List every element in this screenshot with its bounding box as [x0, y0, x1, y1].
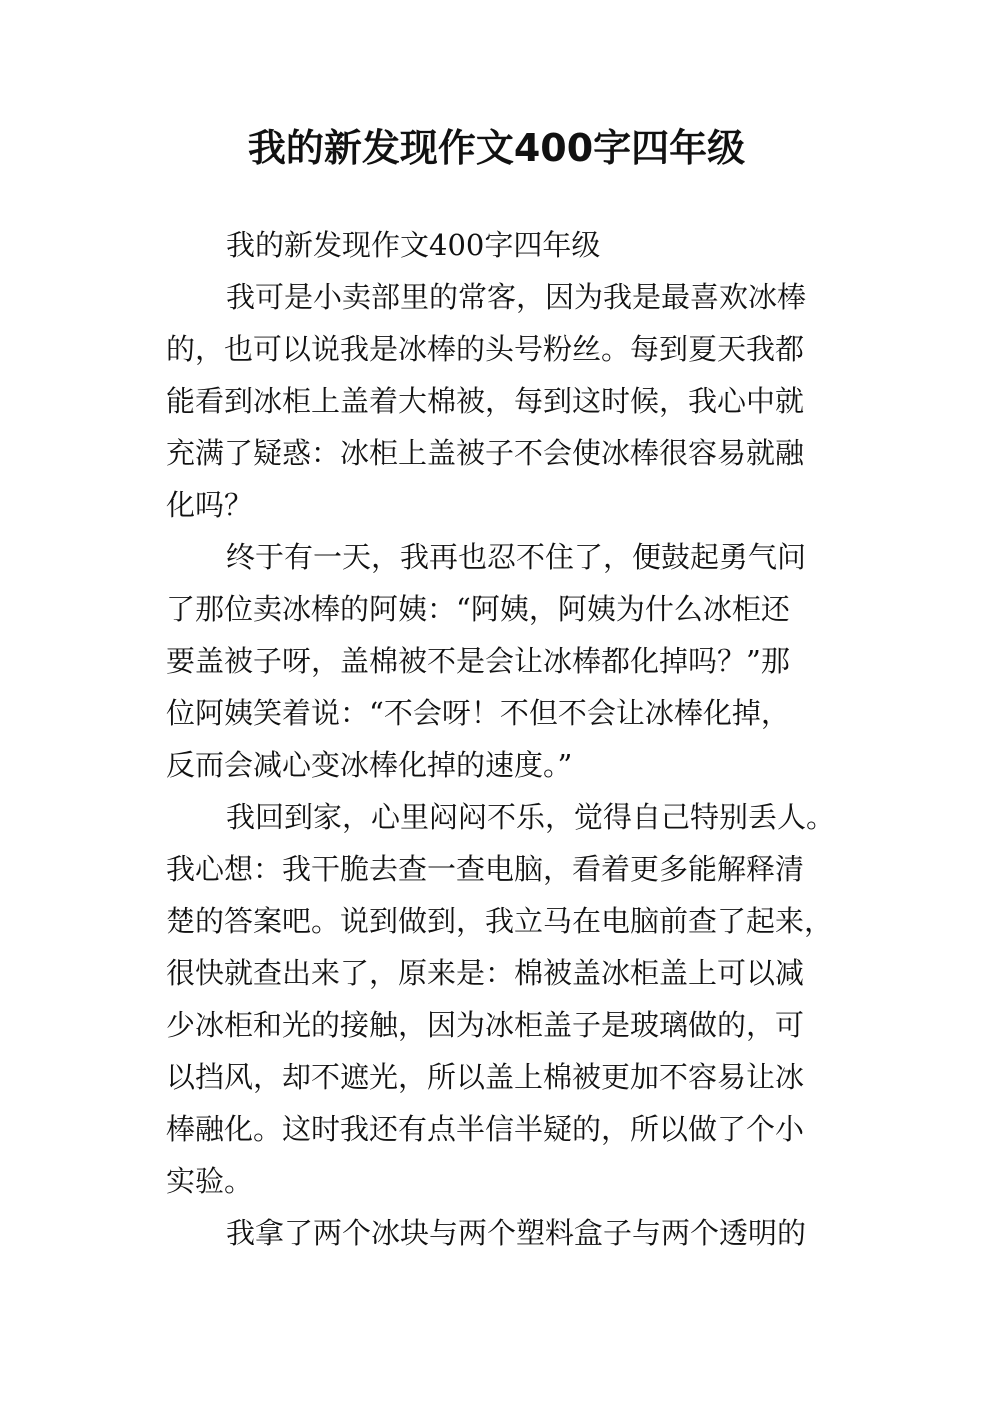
paragraph-line: 我心想：我干脆去查一查电脑，看着更多能解释清 — [166, 852, 805, 886]
paragraph-line: 很快就查出来了，原来是：棉被盖冰柜盖上可以减 — [166, 956, 805, 990]
paragraph-line: 终于有一天，我再也忍不住了，便鼓起勇气问 — [226, 540, 807, 574]
paragraph-line: 我回到家，心里闷闷不乐，觉得自己特别丢人。 — [226, 800, 836, 834]
paragraph-line: 要盖被子呀，盖棉被不是会让冰棒都化掉吗？”那 — [166, 644, 790, 678]
paragraph-line: 位阿姨笑着说：“不会呀！不但不会让冰棒化掉， — [166, 696, 790, 730]
paragraph-line: 充满了疑惑：冰柜上盖被子不会使冰棒很容易就融 — [166, 436, 805, 470]
paragraph-line: 楚的答案吧。说到做到，我立马在电脑前查了起来， — [166, 904, 834, 938]
paragraph-line: 能看到冰柜上盖着大棉被，每到这时候，我心中就 — [166, 384, 805, 418]
paragraph-line: 我拿了两个冰块与两个塑料盒子与两个透明的 — [226, 1216, 807, 1250]
paragraph-line: 实验。 — [166, 1164, 254, 1198]
paragraph-line: 我可是小卖部里的常客，因为我是最喜欢冰棒 — [226, 280, 807, 314]
paragraph-line: 少冰柜和光的接触，因为冰柜盖子是玻璃做的，可 — [166, 1008, 805, 1042]
paragraph-line: 反而会减心变冰棒化掉的速度。” — [166, 748, 573, 782]
paragraph-line: 棒融化。这时我还有点半信半疑的，所以做了个小 — [166, 1112, 805, 1146]
document-body — [166, 219, 866, 1259]
paragraph-line: 我的新发现作文400字四年级 — [226, 228, 601, 262]
document-title: 我的新发现作文400字四年级 — [247, 126, 746, 170]
paragraph-line: 的，也可以说我是冰棒的头号粉丝。每到夏天我都 — [166, 332, 805, 366]
paragraph-line: 化吗？ — [166, 488, 254, 522]
paragraph-line: 以挡风，却不遮光，所以盖上棉被更加不容易让冰 — [166, 1060, 805, 1094]
paragraph-line: 了那位卖冰棒的阿姨：“阿姨，阿姨为什么冰柜还 — [166, 592, 790, 626]
